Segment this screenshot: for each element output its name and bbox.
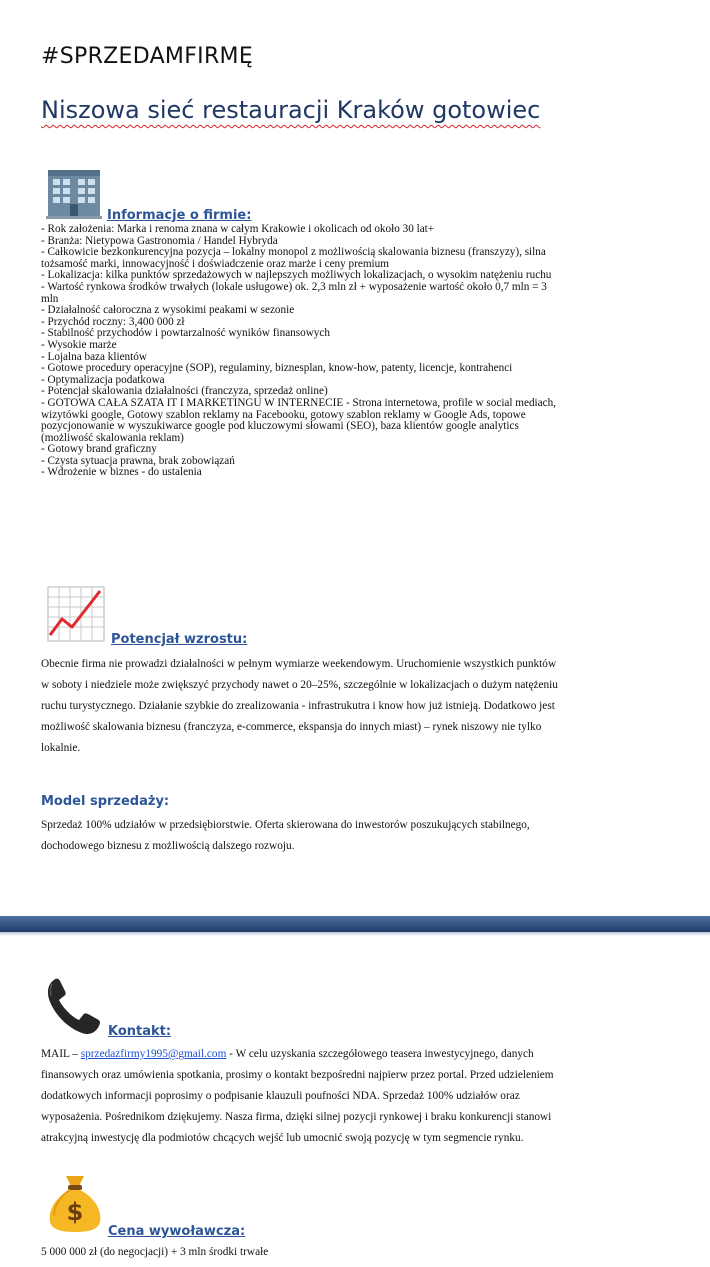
paragraph-line: możliwość skalowania biznesu (franczyza, e-commerce, ekspansja do innych miast) – rynek niszowy nie tylko [41,721,542,733]
paragraph-line: dochodowego biznesu z możliwością dalszego rozwoju. [41,840,295,852]
paragraph-line: atrakcyjną inwestycję dla podmiotów chcących wejść lub umocnić swoją pozycję w tym segmencie rynku. [41,1132,524,1144]
paragraph-line: Obecnie firma nie prowadzi działalności w pełnym wymiarze weekendowym. Uruchomienie wszystkich punktów [41,658,557,670]
sales-model-paragraph [41,815,669,857]
growth-chart-icon [46,585,106,643]
paragraph-line: lokalnie. [41,742,81,754]
email-link[interactable]: sprzedazfirmy1995@gmail.com [80,1048,227,1060]
list-item: - Działalność całoroczna z wysokimi peakami w sezonie [41,304,295,317]
paragraph-line [41,1044,669,1065]
list-item: (możliwość skalowania reklam) [41,431,184,444]
mail-label: MAIL – [41,1048,81,1060]
company-info-heading: Informacje o firmie: [107,208,252,223]
list-item: mln [41,292,59,305]
list-item: - Gotowe procedury operacyjne (SOP), regulaminy, biznesplan, know-how, patenty, licencje, kontrahenci [41,362,513,375]
paragraph-line: ruchu turystycznego. Działanie szybkie do zrealizowania - infrastrukutra i know how już istnieją. Dodatkowo jest [41,700,555,712]
price-value: 5 000 000 zł (do negocjacji) + 3 mln środki trwałe [41,1246,269,1258]
company-info-list [41,224,671,479]
list-item: - Potencjał skalowania działalności (franczyza, sprzedaż online) [41,385,328,398]
list-item: - Lokalizacja: kilka punktów sprzedażowych w najlepszych możliwych lokalizacjach, o wysokim natężeniu ruchu [41,269,552,282]
list-item: pozycjonowanie w wyszukiwarce google pod kluczowymi słowami (SEO), baza klientów google analytics [41,420,519,433]
sales-model-heading: Model sprzedaży: [41,794,170,809]
list-item: - Stabilność przychodów i powtarzalność wyników finansowych [41,327,330,340]
paragraph-line: dodatkowych informacji poprosimy o podpisanie klauzuli poufności NDA. Sprzedaż 100% udziałów oraz [41,1090,520,1102]
list-item: - Optymalizacja podatkowa [41,373,165,386]
list-item: - Lojalna baza klientów [41,350,147,363]
svg-text:$: $ [66,1198,84,1226]
growth-heading: Potencjał wzrostu: [111,632,248,647]
telephone-handset-icon [44,976,102,1036]
list-item: - Całkowicie bezkonkurencyjna pozycja – lokalny monopol z możliwością skalowania biznesu (franszyzy), silna [41,246,546,259]
list-item: - Czysta sytuacja prawna, brak zobowiązań [41,454,235,467]
price-heading: Cena wywoławcza: [108,1224,246,1239]
list-item: - Wdrożenie w biznes - do ustalenia [41,466,202,479]
office-building-icon [46,168,102,220]
paragraph-line: finansowych oraz umówienia spotkania, prosimy o kontakt bezpośredni najpierw przez portal. Przed udzieleniem [41,1069,554,1081]
contact-heading: Kontakt: [108,1024,172,1039]
money-bag-icon [46,1172,104,1234]
list-item: - Wysokie marże [41,338,117,351]
page-title: Niszowa sieć restauracji Kraków gotowiec [41,96,541,124]
paragraph-line: wyposażenia. Pośrednikom dziękujemy. Nasza firma, dzięki silnej pozycji rynkowej i braku konkurencji stanowi [41,1111,552,1123]
paragraph-line: Sprzedaż 100% udziałów w przedsiębiorstwie. Oferta skierowana do inwestorów poszukujących stabilnego, [41,819,530,831]
section-divider-shadow [0,932,710,936]
list-item: - Wartość rynkowa środków trwałych (lokale usługowe) ok. 2,3 mln zł + wyposażenie wartość około 0,7 mln = 3 [41,280,547,293]
list-item: - Rok założenia: Marka i renoma znana w całym Krakowie i okolicach od około 30 lat+ [41,223,435,235]
list-item: - Branża: Nietypowa Gastronomia / Handel Hybryda [41,234,278,247]
hashtag-heading: #SPRZEDAMFIRMĘ [41,44,254,69]
paragraph-line: w soboty i niedziele może zwiększyć przychody nawet o 20–25%, szczególnie w lokalizacjach o dużym natężeniu [41,679,558,691]
list-item: - Gotowy brand graficzny [41,443,157,456]
list-item: wizytówki google, Gotowy szablon reklamy na Facebooku, gotowy szablon reklamy w Google Ads, topowe [41,408,526,421]
list-item: tożsamość marki, innowacyjność i doświadczenie oraz marże i ceny premium [41,257,389,270]
growth-paragraph [41,654,669,759]
section-divider [0,916,710,932]
contact-paragraph [41,1044,669,1149]
list-item: - Przychód roczny: 3,400 000 zł [41,315,185,328]
contact-line-rest: - W celu uzyskania szczegółowego teasera inwestycyjnego, danych [226,1048,534,1060]
list-item: - GOTOWA CAŁA SZATA IT I MARKETINGU W INTERNECIE - Strona internetowa, profile w social mediach, [41,396,556,409]
